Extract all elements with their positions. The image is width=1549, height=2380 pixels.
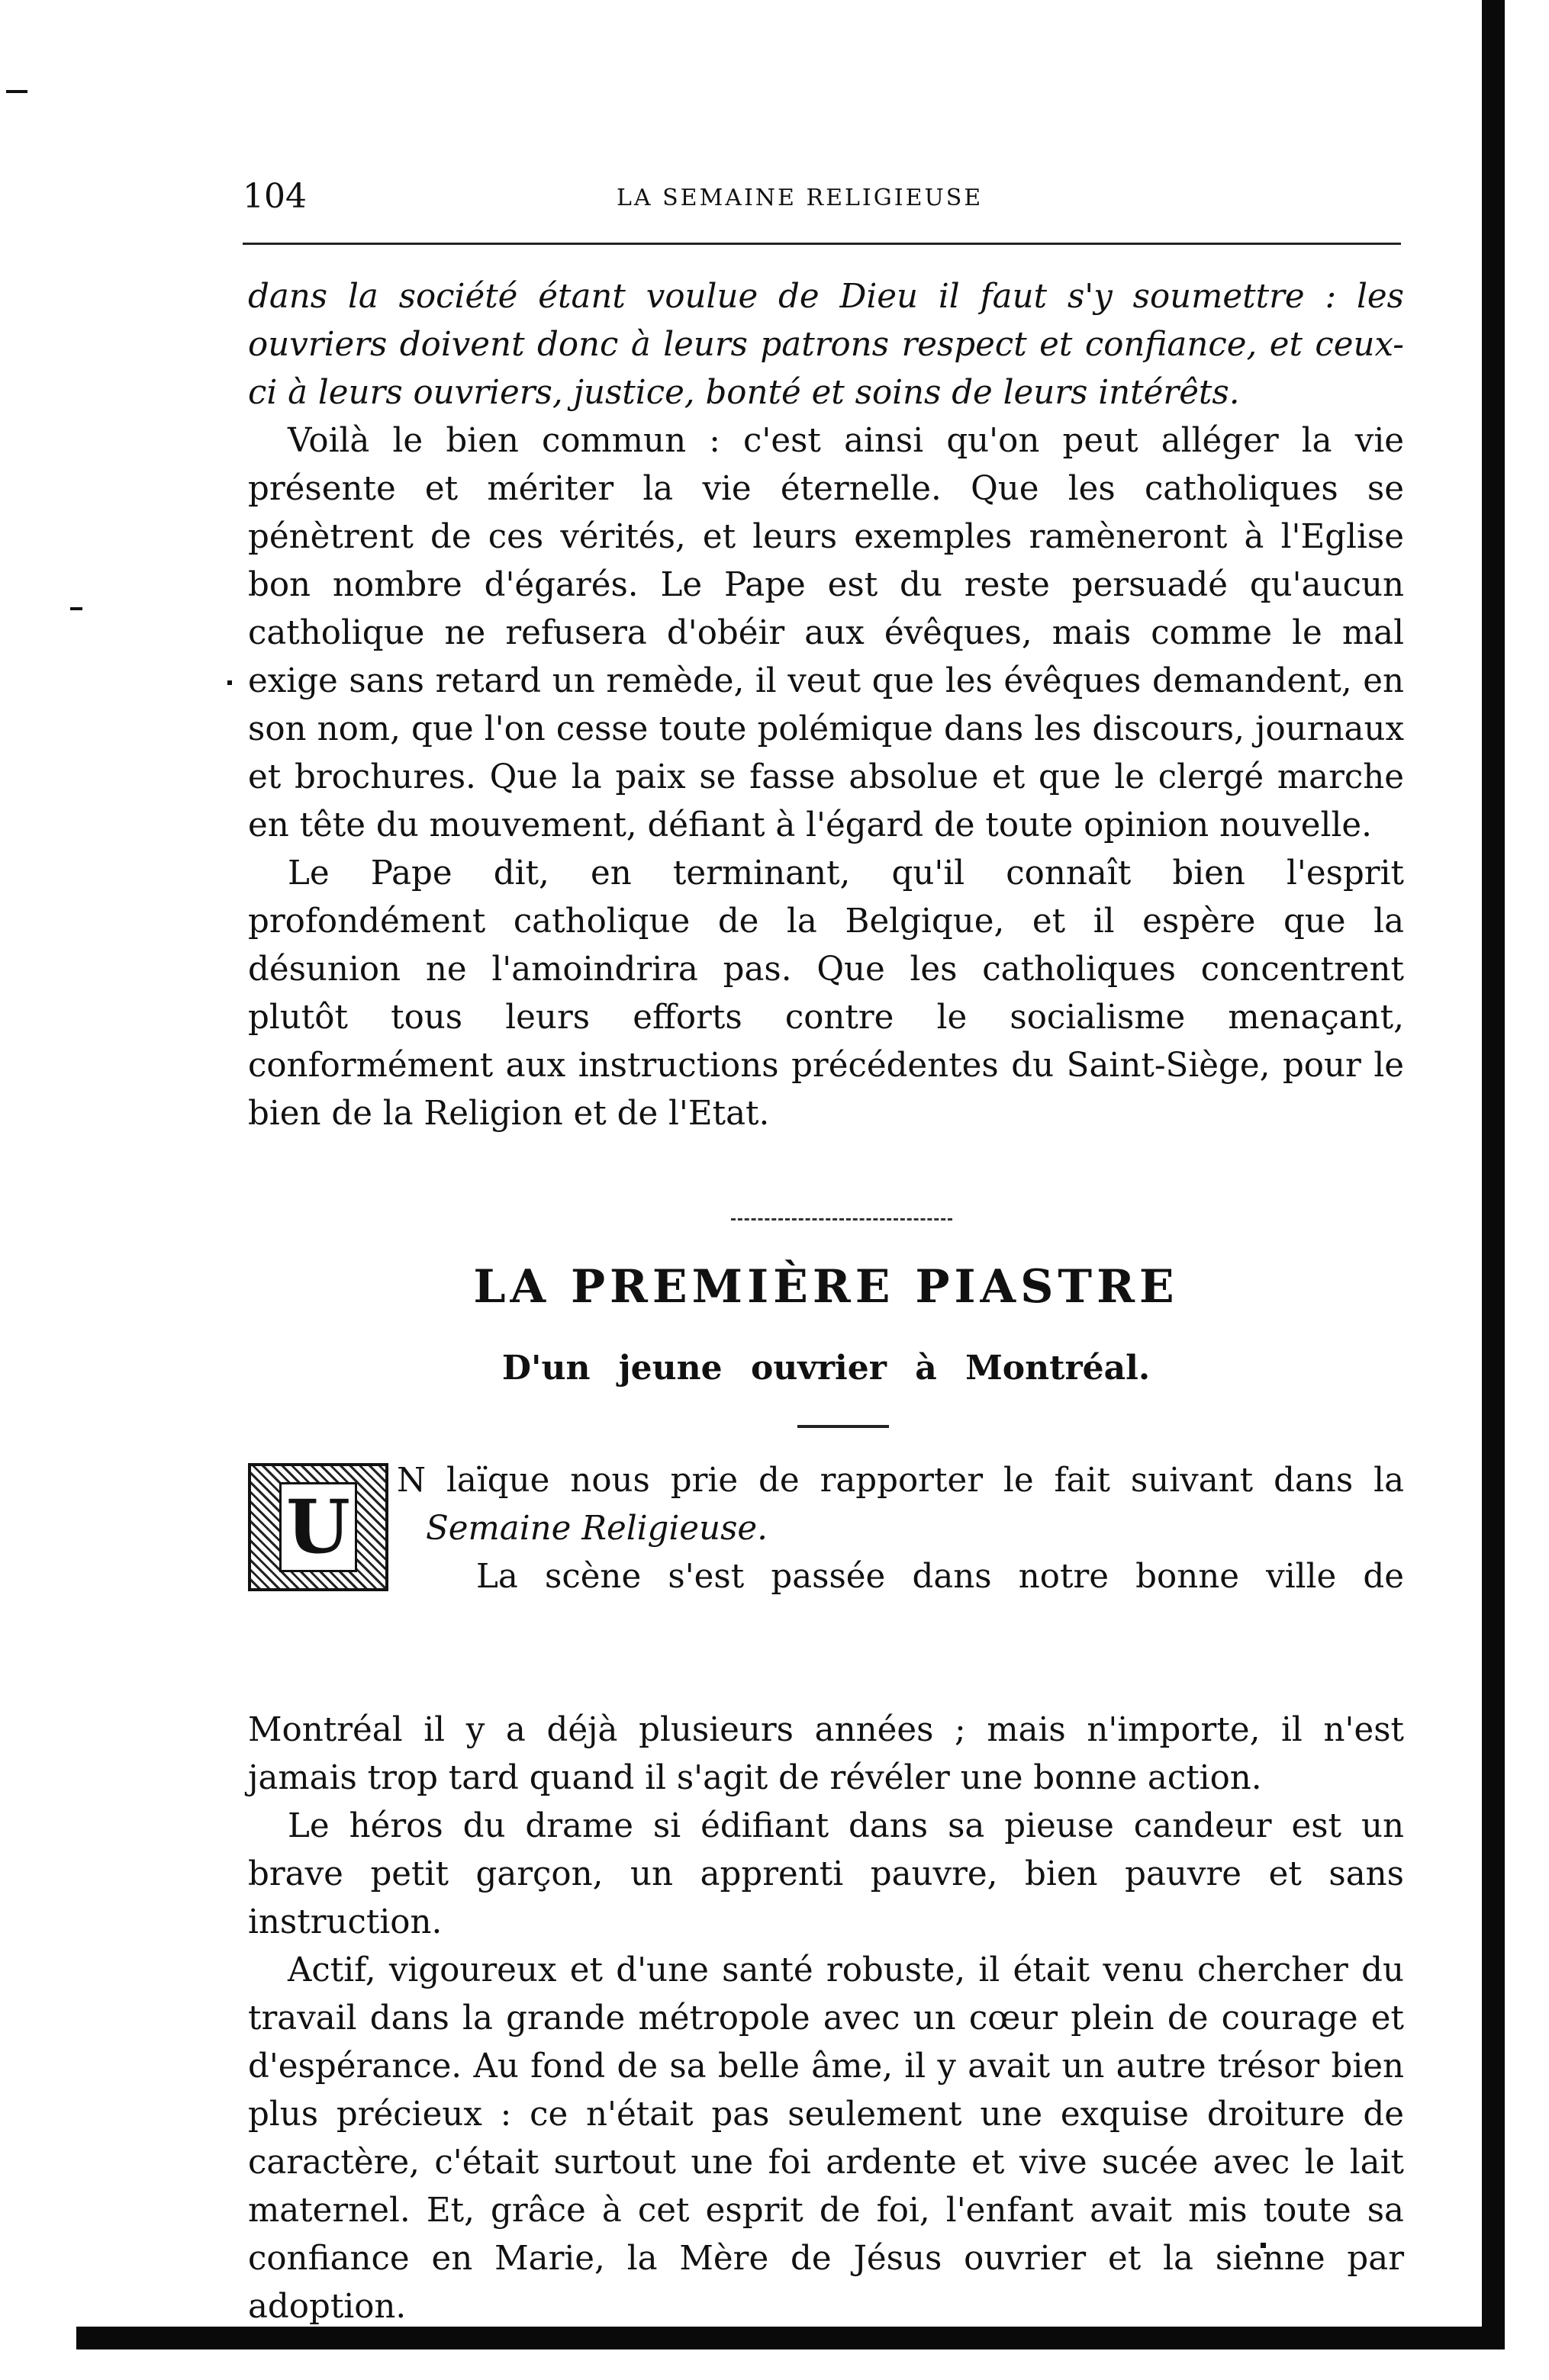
story-opening <box>397 1457 1404 1601</box>
scan-speck <box>227 680 232 685</box>
page-number: 104 <box>243 177 307 216</box>
story-body <box>248 1706 1404 2331</box>
running-header <box>243 177 1401 223</box>
article-continuation <box>248 273 1404 1138</box>
subtitle-rule <box>797 1425 889 1428</box>
section-title: LA PREMIÈRE PIASTRE <box>473 1260 1179 1314</box>
paragraph: dans la société étant voulue de Dieu il faut s'y soumettre : les ouvriers doivent donc à leurs patrons respect et confiance, et ceux-ci à leurs ouvriers, justice, bonté et soins de leurs intérêts. <box>248 278 1404 412</box>
section-subtitle: D'un jeune ouvrier à Montréal. <box>501 1349 1151 1388</box>
scan-speck <box>6 90 27 93</box>
initial-letter: U <box>279 1482 357 1572</box>
header-rule <box>243 243 1401 245</box>
scan-speck <box>70 607 82 610</box>
story-line: La scène s'est passée dans notre bonne ville de <box>476 1558 1404 1596</box>
decorated-initial <box>248 1463 388 1591</box>
paragraph: Le Pape dit, en terminant, qu'il connaît bien l'esprit profondément catholique de la Belgique, et il espère que la désunion ne l'amoindrira pas. Que les catholiques concentrent plutôt tous leurs efforts contre le socialisme menaçant, conformément aux instructions précédentes du Saint-Siège, pour le bien de la Religion et de l'Etat. <box>248 854 1404 1133</box>
running-title: LA SEMAINE RELIGIEUSE <box>617 185 984 211</box>
paragraph: Actif, vigoureux et d'une santé robuste, il était venu chercher du travail dans la grande métropole avec un cœur plein de courage et d'espérance. Au fond de sa belle âme, il y avait un autre trésor bien plus précieux : ce n'était pas seulement une exquise droiture de caractère, c'était surtout une foi ardente et vive sucée avec le lait maternel. Et, grâce à cet esprit de foi, l'enfant avait mis toute sa confiance en Marie, la Mère de Jésus ouvrier et la sienne par adoption. <box>248 1951 1404 2326</box>
scan-border-right <box>1482 0 1505 2349</box>
section-separator <box>731 1218 952 1221</box>
paragraph: Le héros du drame si édifiant dans sa pieuse candeur est un brave petit garçon, un apprenti pauvre, bien pauvre et sans instruction. <box>248 1807 1404 1941</box>
paragraph: Voilà le bien commun : c'est ainsi qu'on peut alléger la vie présente et mériter la vie éternelle. Que les catholiques se pénètrent de ces vérités, et leurs exemples ramèneront à l'Eglise bon nombre d'égarés. Le Pape est du reste persuadé qu'aucun catholique ne refusera d'obéir aux évêques, mais comme le mal exige sans retard un remède, il veut que les évêques demandent, en son nom, que l'on cesse toute polémique dans les discours, journaux et brochures. Que la paix se fasse absolue et que le clergé marche en tête du mouvement, défiant à l'égard de toute opinion nouvelle. <box>248 422 1404 844</box>
story-line: N laïque nous prie de rapporter le fait suivant dans la <box>397 1462 1404 1500</box>
paragraph: Montréal il y a déjà plusieurs années ; mais n'importe, il n'est jamais trop tard quand il s'agit de révéler une bonne action. <box>248 1711 1404 1797</box>
story-line: Semaine Religieuse. <box>426 1510 768 1548</box>
